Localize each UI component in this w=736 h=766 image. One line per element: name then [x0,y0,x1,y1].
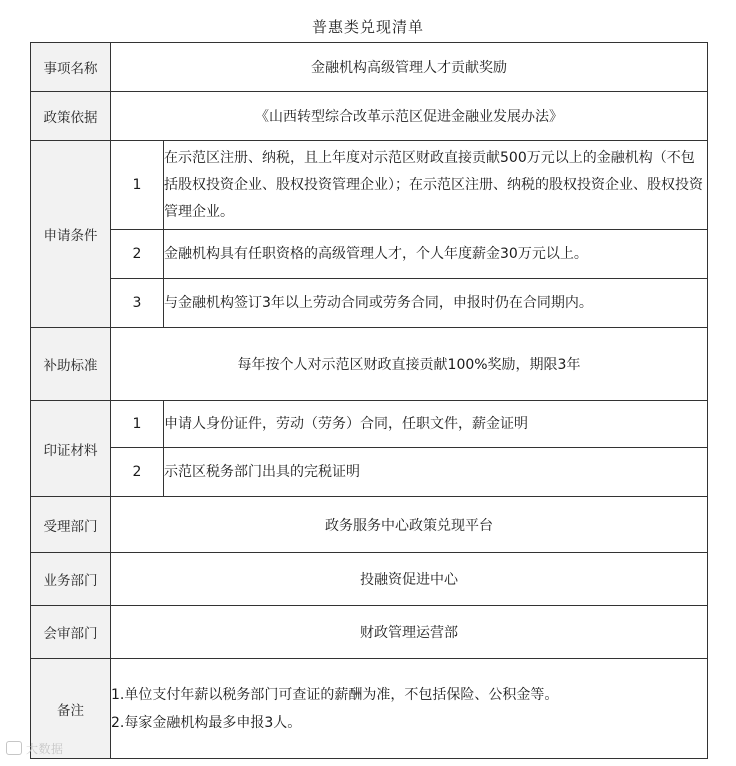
row-subsidy [31,328,708,401]
condition-text: 在示范区注册、纳税，且上年度对示范区财政直接贡献500万元以上的金融机构（不包括股权投资企业、股权投资管理企业）；在示范区注册、纳税的股权投资企业、股权投资管理企业。 [164,141,708,230]
row-item-name [31,43,708,92]
condition-text: 与金融机构签订3年以上劳动合同或劳务合同，申报时仍在合同期内。 [164,279,708,328]
remarks-label: 备注 [31,659,111,759]
subsidy-value: 每年按个人对示范区财政直接贡献100%奖励，期限3年 [111,328,708,401]
row-condition-1 [31,141,708,230]
conditions-label: 申请条件 [31,141,111,328]
review-dept-label: 会审部门 [31,606,111,659]
document-title: 普惠类兑现清单 [311,18,424,36]
review-dept-value: 财政管理运营部 [111,606,708,659]
business-dept-value: 投融资促进中心 [111,553,708,606]
remark-line: 1.单位支付年薪以税务部门可查证的薪酬为准，不包括保险、公积金等。 [111,686,559,703]
item-name-value: 金融机构高级管理人才贡献奖励 [111,43,708,92]
condition-number: 1 [111,141,164,230]
row-material-1 [31,401,708,448]
acceptance-dept-label: 受理部门 [31,497,111,553]
policy-basis-value: 《山西转型综合改革示范区促进金融业发展办法》 [111,92,708,141]
row-material-2 [31,448,708,497]
business-dept-label: 业务部门 [31,553,111,606]
item-name-label: 事项名称 [31,43,111,92]
watermark-text: 大数据 [26,742,64,756]
row-policy-basis [31,92,708,141]
row-remarks [31,659,708,759]
materials-label: 印证材料 [31,401,111,497]
material-text: 示范区税务部门出具的完税证明 [164,448,708,497]
condition-number: 3 [111,279,164,328]
acceptance-dept-value: 政务服务中心政策兑现平台 [111,497,708,553]
watermark [6,740,64,757]
row-condition-3 [31,279,708,328]
watermark-logo-icon [6,741,22,755]
material-text: 申请人身份证件，劳动（劳务）合同，任职文件，薪金证明 [164,401,708,448]
remarks-value [111,659,708,759]
row-condition-2 [31,230,708,279]
material-number: 1 [111,401,164,448]
remark-line: 2.每家金融机构最多申报3人。 [111,714,302,731]
material-number: 2 [111,448,164,497]
policy-basis-label: 政策依据 [31,92,111,141]
row-review-dept [31,606,708,659]
condition-number: 2 [111,230,164,279]
row-business-dept [31,553,708,606]
subsidy-label: 补助标准 [31,328,111,401]
row-acceptance-dept [31,497,708,553]
condition-text: 金融机构具有任职资格的高级管理人才，个人年度薪金30万元以上。 [164,230,708,279]
policy-table [30,42,708,759]
